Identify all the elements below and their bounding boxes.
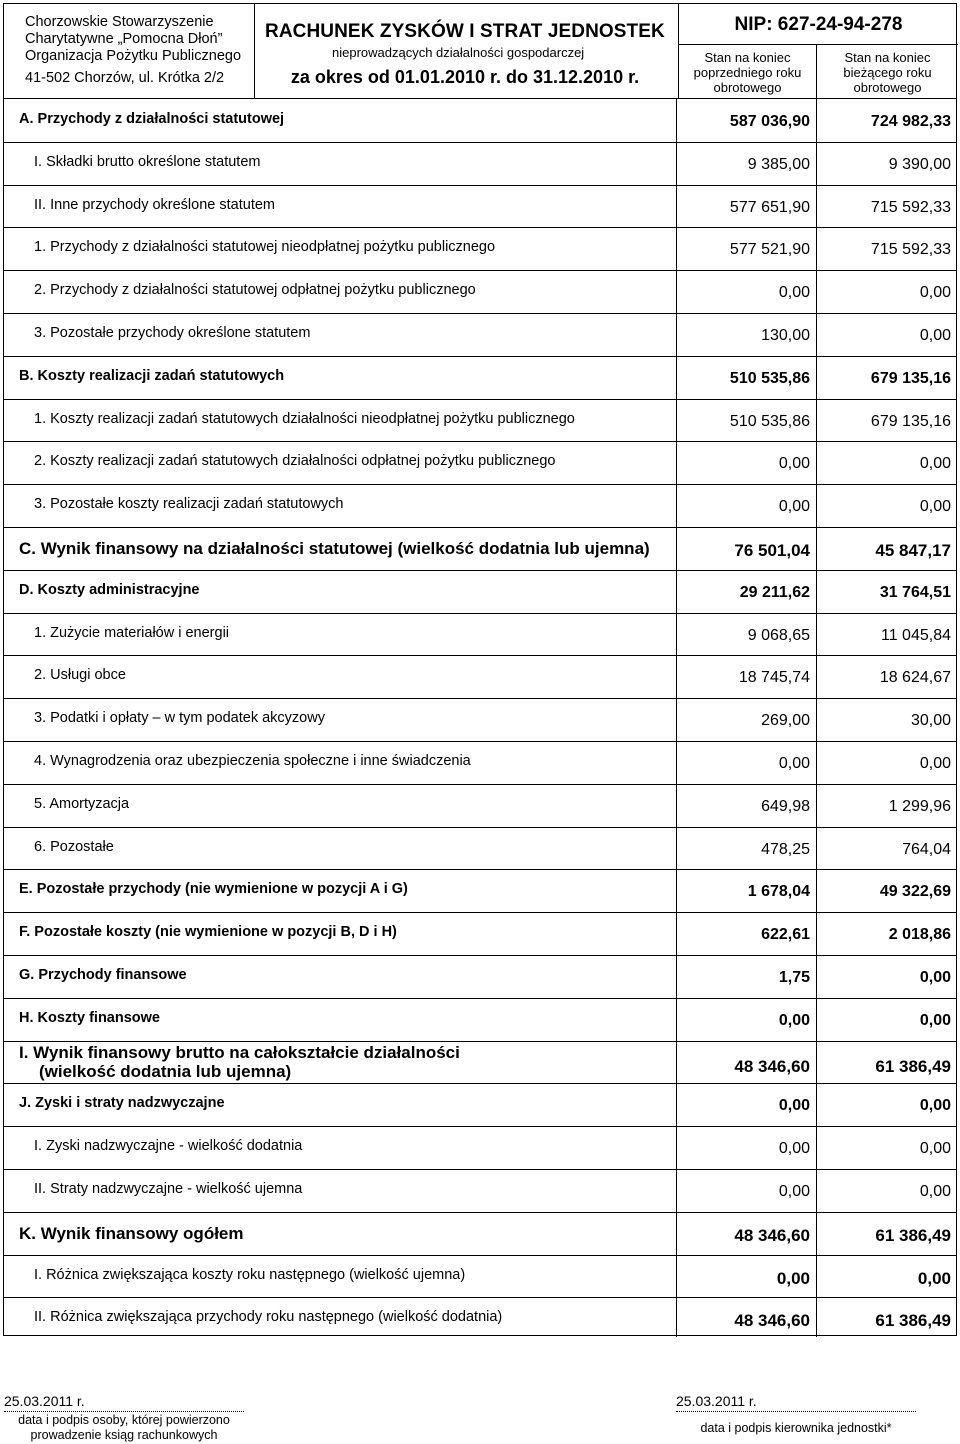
row-label-continued: (wielkość dodatnia lub ujemna) (39, 1061, 292, 1081)
row-label: I. Składki brutto określone statutem (34, 153, 261, 170)
income-statement-sheet (3, 3, 957, 1336)
row-label: I. Różnica zwiększająca koszty roku następnego (wielkość ujemna) (34, 1266, 466, 1283)
statement-row (4, 1126, 956, 1169)
manager-caption: data i podpis kierownika jednostki* (700, 1421, 892, 1435)
value-current-year: 49 322,69 (879, 883, 951, 901)
value-previous-year: 0,00 (778, 455, 810, 473)
row-label: D. Koszty administracyjne (19, 581, 200, 598)
statement-row (4, 570, 956, 613)
row-label: 1. Przychody z działalności statutowej nieodpłatnej pożytku publicznego (34, 239, 496, 256)
row-label: 3. Pozostałe przychody określone statutem (34, 325, 311, 341)
value-previous-year: 0,00 (778, 284, 810, 302)
statement-row (4, 1255, 956, 1298)
statement-row (4, 484, 956, 527)
value-previous-year: 577 651,90 (729, 198, 810, 216)
value-current-year: 679 135,16 (870, 369, 951, 387)
value-current-year: 0,00 (919, 284, 951, 302)
value-previous-year: 649,98 (761, 797, 810, 815)
row-label: 2. Przychody z działalności statutowej odpłatnej pożytku publicznego (34, 282, 476, 299)
nip-divider (679, 44, 958, 45)
value-current-year: 61 386,49 (875, 1056, 951, 1076)
row-label: 4. Wynagrodzenia oraz ubezpieczenia społeczne i inne świadczenia (34, 753, 471, 769)
statement-row (4, 613, 956, 656)
value-previous-year: 0,00 (778, 755, 810, 772)
value-previous-year: 0,00 (776, 1268, 810, 1288)
value-current-year: 18 624,67 (879, 669, 951, 687)
value-current-year: 61 386,49 (875, 1225, 951, 1245)
value-current-year: 0,00 (919, 498, 951, 516)
value-previous-year: 1 678,04 (747, 883, 810, 901)
value-previous-year: 76 501,04 (734, 541, 810, 560)
statement-row (4, 527, 956, 570)
value-previous-year: 577 521,90 (729, 241, 810, 259)
value-current-year: 715 592,33 (870, 241, 951, 259)
col-curr-line3: obrotowego (853, 80, 922, 95)
row-label: 3. Pozostałe koszty realizacji zadań statutowych (34, 496, 344, 513)
accountant-caption (4, 1413, 244, 1443)
row-label: II. Straty nadzwyczajne - wielkość ujemna (34, 1181, 303, 1197)
statement-row (4, 313, 956, 356)
value-previous-year: 0,00 (778, 1011, 810, 1029)
value-current-year: 61 386,49 (875, 1311, 951, 1331)
row-label: 2. Koszty realizacji zadań statutowych działalności odpłatnej pożytku publicznego (34, 453, 556, 470)
statement-header (4, 4, 956, 99)
value-current-year: 0,00 (919, 1140, 951, 1158)
row-label: 2. Usługi obce (34, 667, 126, 684)
value-previous-year: 0,00 (778, 1140, 810, 1158)
report-title-cell (255, 4, 679, 99)
value-current-year: 2 018,86 (888, 926, 951, 944)
value-current-year: 45 847,17 (875, 541, 951, 560)
value-previous-year: 9 385,00 (747, 155, 810, 173)
value-previous-year: 510 535,86 (729, 412, 810, 430)
accountant-caption-line2: prowadzenie ksiąg rachunkowych (30, 1428, 218, 1442)
statement-row (4, 1297, 956, 1340)
value-current-year: 724 982,33 (870, 113, 951, 130)
statement-row (4, 142, 956, 185)
value-previous-year: 18 745,74 (738, 669, 810, 687)
accountant-caption-line1: data i podpis osoby, której powierzono (18, 1413, 230, 1427)
value-previous-year: 0,00 (778, 1183, 810, 1200)
value-previous-year: 269,00 (761, 712, 810, 730)
row-label: A. Przychody z działalności statutowej (19, 111, 285, 127)
value-current-year: 0,00 (919, 969, 951, 986)
organization-cell (4, 4, 255, 99)
report-period: za okres od 01.01.2010 r. do 31.12.2010 r. (290, 67, 640, 87)
row-label: 5. Amortyzacja (34, 795, 130, 812)
statement-row (4, 356, 956, 399)
row-label: 3. Podatki i opłaty – w tym podatek akcyzowy (34, 710, 325, 727)
value-previous-year: 0,00 (778, 1097, 810, 1115)
value-current-year: 9 390,00 (888, 155, 951, 173)
value-current-year: 764,04 (902, 840, 951, 858)
org-address: 41-502 Chorzów, ul. Krótka 2/2 (25, 70, 225, 86)
statement-row (4, 185, 956, 228)
value-current-year: 0,00 (919, 1183, 951, 1200)
statement-row (4, 869, 956, 912)
statement-row (4, 655, 956, 698)
row-label: 1. Zużycie materiałów i energii (34, 624, 230, 641)
org-name-line3: Organizacja Pożytku Publicznego (25, 48, 242, 64)
row-label: II. Różnica zwiększająca przychody roku następnego (wielkość dodatnia) (34, 1309, 503, 1326)
value-current-year: 0,00 (917, 1268, 951, 1288)
org-name-line2: Charytatywne „Pomocna Dłoń” (25, 31, 223, 47)
row-label: II. Inne przychody określone statutem (34, 196, 275, 213)
col-curr-line1: Stan na koniec (844, 50, 931, 65)
value-previous-year: 478,25 (761, 840, 810, 858)
row-label: F. Pozostałe koszty (nie wymienione w pozycji B, D i H) (19, 924, 397, 941)
statement-row (4, 912, 956, 955)
manager-date: 25.03.2011 r. (676, 1393, 757, 1409)
value-previous-year: 0,00 (778, 498, 810, 516)
row-label: I. Wynik finansowy brutto na całokształcie działalności (19, 1042, 460, 1062)
value-previous-year: 587 036,90 (729, 113, 810, 130)
row-label: 1. Koszty realizacji zadań statutowych działalności nieodpłatnej pożytku publicznego (34, 410, 575, 427)
value-current-year: 0,00 (919, 1097, 951, 1115)
value-previous-year: 48 346,60 (734, 1225, 810, 1245)
row-label: K. Wynik finansowy ogółem (19, 1223, 244, 1243)
value-previous-year: 130,00 (761, 327, 810, 344)
statement-row (4, 227, 956, 270)
row-label: C. Wynik finansowy na działalności statutowej (wielkość dodatnia lub ujemna) (19, 539, 650, 558)
col-prev-line1: Stan na koniec (704, 50, 791, 65)
statement-row (4, 1169, 956, 1212)
value-previous-year: 29 211,62 (739, 583, 810, 601)
report-title: RACHUNEK ZYSKÓW I STRAT JEDNOSTEK (265, 21, 665, 42)
statement-row (4, 441, 956, 484)
value-current-year: 679 135,16 (870, 412, 951, 430)
statement-row (4, 784, 956, 827)
value-current-year: 31 764,51 (879, 583, 951, 601)
statement-row (4, 399, 956, 442)
value-previous-year: 622,61 (761, 926, 810, 944)
statement-row (4, 1041, 956, 1084)
value-current-year: 715 592,33 (870, 198, 951, 216)
statement-row (4, 270, 956, 313)
col-curr-line2: bieżącego roku (843, 65, 932, 80)
value-current-year: 30,00 (910, 712, 951, 730)
value-current-year: 1 299,96 (888, 797, 951, 815)
col-prev-line2: poprzedniego roku (693, 65, 802, 80)
statement-row (4, 998, 956, 1041)
col-curr-header (817, 44, 958, 99)
value-previous-year: 9 068,65 (747, 626, 810, 644)
accountant-date: 25.03.2011 r. (4, 1393, 85, 1409)
value-current-year: 11 045,84 (881, 626, 951, 644)
value-previous-year: 48 346,60 (734, 1311, 810, 1331)
report-subtitle: nieprowadzących działalności gospodarczej (332, 45, 585, 60)
row-label: E. Pozostałe przychody (nie wymienione w pozycji A i G) (19, 881, 408, 898)
accountant-signature-line (4, 1411, 244, 1412)
row-label: H. Koszty finansowe (19, 1009, 160, 1026)
value-current-year: 0,00 (919, 1011, 951, 1029)
row-label: G. Przychody finansowe (19, 967, 187, 983)
value-current-year: 0,00 (919, 327, 951, 344)
value-previous-year: 48 346,60 (734, 1056, 810, 1076)
col-prev-line3: obrotowego (713, 80, 782, 95)
statement-row (4, 99, 956, 142)
statement-row (4, 698, 956, 741)
value-current-year: 0,00 (919, 755, 951, 772)
row-label: J. Zyski i straty nadzwyczajne (19, 1095, 225, 1112)
nip-number: NIP: 627-24-94-278 (734, 14, 903, 35)
statement-row (4, 955, 956, 998)
value-previous-year: 510 535,86 (729, 369, 810, 387)
row-label: 6. Pozostałe (34, 838, 114, 855)
org-name-line1: Chorzowskie Stowarzyszenie (25, 14, 214, 30)
statement-row (4, 827, 956, 870)
statement-row (4, 741, 956, 784)
manager-signature-line (676, 1411, 916, 1412)
statement-row (4, 1083, 956, 1126)
col-prev-header (679, 44, 817, 99)
row-label: I. Zyski nadzwyczajne - wielkość dodatnia (34, 1138, 303, 1155)
value-previous-year: 1,75 (778, 969, 810, 986)
row-label: B. Koszty realizacji zadań statutowych (19, 367, 285, 384)
value-current-year: 0,00 (919, 455, 951, 473)
statement-row (4, 1212, 956, 1255)
